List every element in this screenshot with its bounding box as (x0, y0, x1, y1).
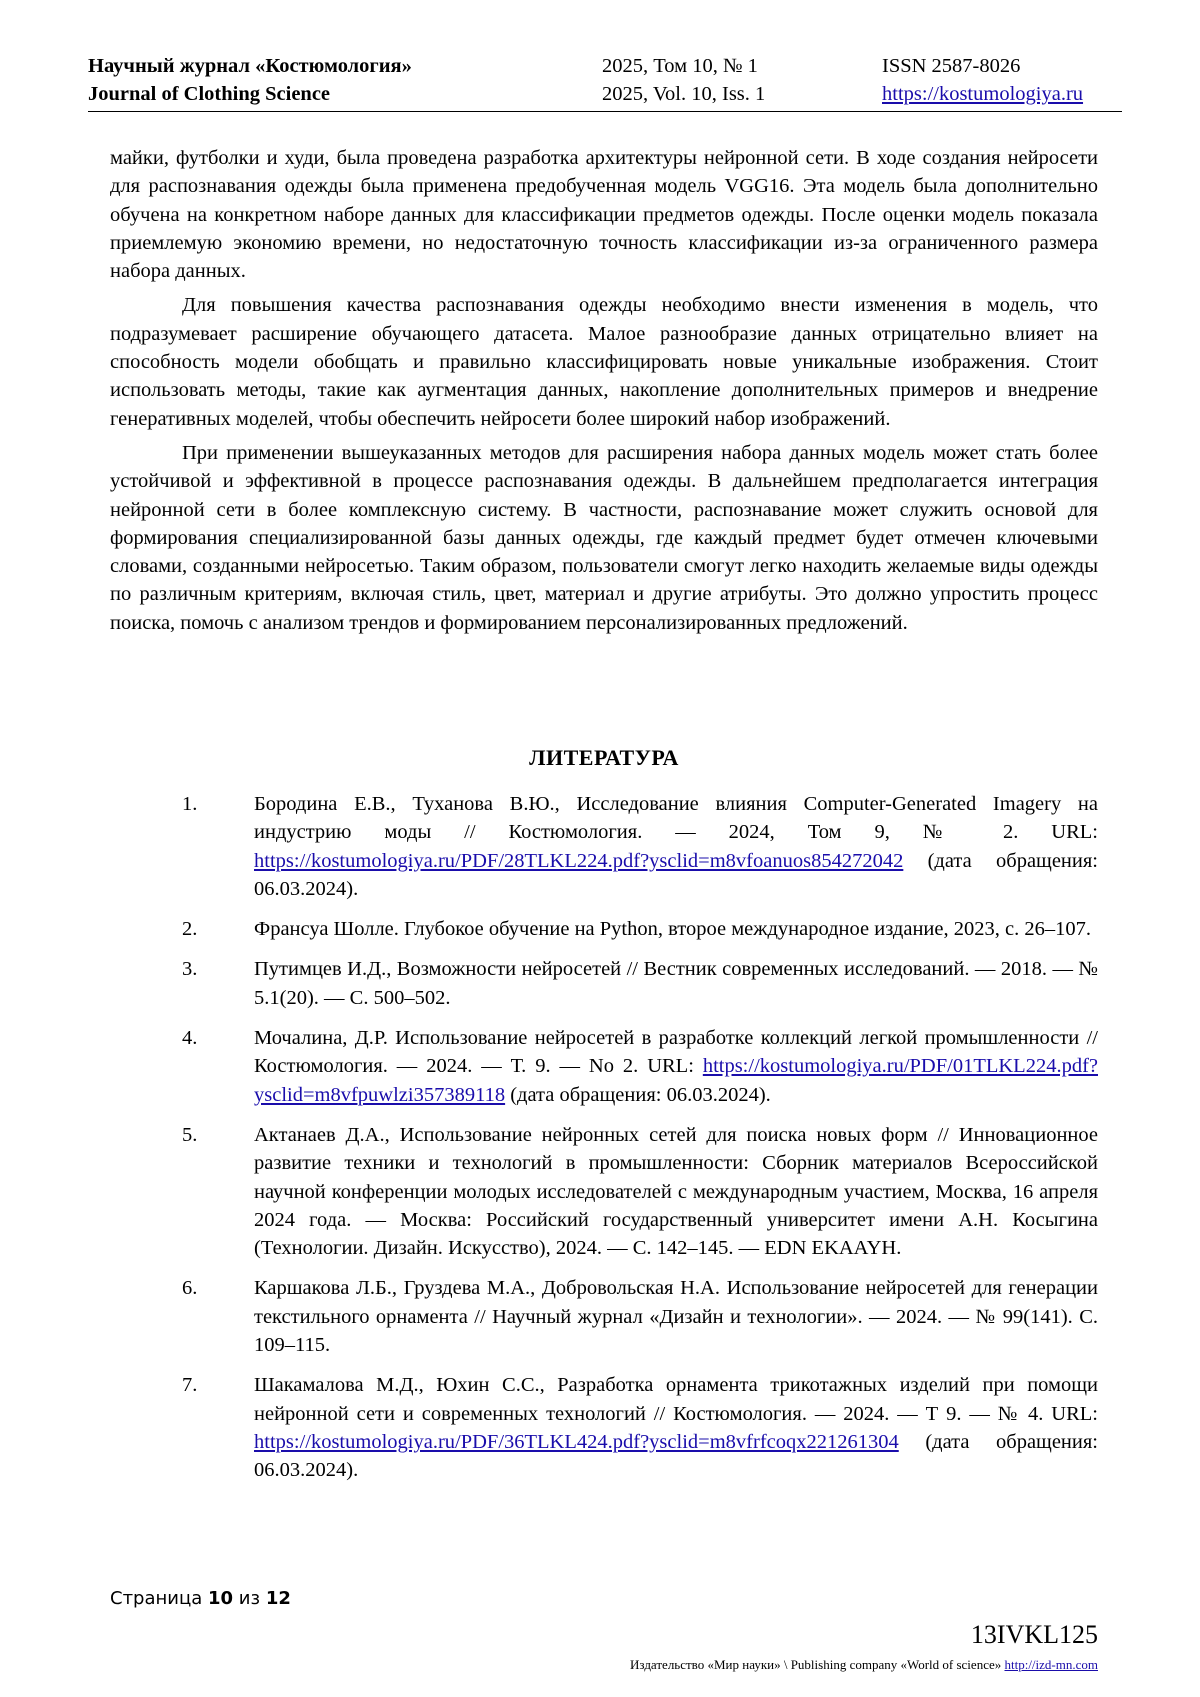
reference-text: Франсуа Шолле. Глубокое обучение на Python, второе международное издание, 2023, с. 26–107. (254, 918, 1091, 941)
journal-title-ru: Научный журнал «Костюмология» (88, 55, 412, 77)
reference-text: Мочалина, Д.Р. Использование нейросетей в разработке коллекций легкой промышленности // Костюмология. — 2024. — Т. 9. — No 2. URL: (254, 1027, 1098, 1078)
paragraph-1: майки, футболки и худи, была проведена разработка архитектуры нейронной сети. В ходе создания нейросети для распознавания одежды была применена предобученная модель VGG16. Эта модель была дополнительно обучена на конкретном наборе данных для классификации предметов одежды. После оценки модель показала приемлемую экономию времени, но недостаточную точность классификации из-за ограниченного размера набора данных. (110, 147, 1098, 283)
reference-text: Путимцев И.Д., Возможности нейросетей // Вестник современных исследований. — 2018. — № 5.1(20). — С. 500–502. (254, 958, 1098, 1009)
journal-title-block (88, 52, 412, 108)
issue-ru: 2025, Том 10, № 1 (602, 55, 758, 77)
reference-item (110, 1274, 1098, 1359)
reference-item (110, 790, 1098, 903)
publisher-text: Издательство «Мир науки» \ Publishing company «World of science» (630, 1657, 1002, 1672)
reference-number: 1. (182, 793, 198, 815)
reference-number: 6. (182, 1277, 198, 1300)
issn: ISSN 2587-8026 (882, 55, 1021, 77)
reference-text: Каршакова Л.Б., Груздева М.А., Добровольская Н.А. Использование нейросетей для генерации текстильного орнамента // Научный журнал «Дизайн и технологии». — 2024. — № 99(141). С. 109–115. (254, 1277, 1098, 1357)
page-number (110, 1588, 291, 1609)
reference-access-date: (дата обращения: 06.03.2024). (505, 1083, 771, 1106)
issue-en: 2025, Vol. 10, Iss. 1 (602, 83, 766, 105)
reference-item (110, 915, 1098, 943)
reference-text: Шакамалова М.Д., Юхин С.С., Разработка орнамента трикотажных изделий при помощи нейронной сети и современных технологий // Костюмология. — 2024. — Т 9. — № 4. URL: (254, 1374, 1098, 1425)
literature-heading: ЛИТЕРАТУРА (529, 745, 679, 770)
reference-item (110, 1121, 1098, 1262)
publisher-line (630, 1657, 1098, 1673)
reference-link[interactable]: https://kostumologiya.ru/PDF/28TLKL224.pdf?ysclid=m8vfoanuos854272042 (254, 849, 904, 872)
paragraph-2: Для повышения качества распознавания одежды необходимо внести изменения в модель, что подразумевает расширение обучающего датасета. Малое разнообразие данных отрицательно влияет на способность модели обобщать и правильно классифицировать новые уникальные изображения. Стоит использовать методы, такие как аугментация данных, накопление дополнительных примеров и внедрение генеративных моделей, чтобы обеспечить нейросети более широкий набор изображений. (110, 294, 1098, 430)
article-body (110, 144, 1098, 643)
reference-link[interactable]: https://kostumologiya.ru/PDF/36TLKL424.pdf?ysclid=m8vfrfcoqx221261304 (254, 1430, 899, 1453)
journal-header (88, 52, 1122, 114)
reference-number: 5. (182, 1123, 198, 1146)
paragraph-3: При применении вышеуказанных методов для расширения набора данных модель может стать более устойчивой и эффективной в процессе распознавания одежды. В дальнейшем предполагается интеграция нейронной сети в более комплексную систему. В частности, распознавание может служить основой для формирования специализированной базы данных одежды, где каждый предмет будет отмечен ключевыми словами, созданными нейросетью. Таким образом, пользователи смогут легко находить желаемые виды одежды по различным критериям, включая стиль, цвет, материал и другие атрибуты. Это должно упростить процесс поиска, помочь с анализом трендов и формированием персонализированных предложений. (110, 441, 1098, 634)
issn-block (882, 52, 1083, 108)
article-code: 13IVKL125 (970, 1620, 1098, 1649)
reference-text: Бородина Е.В., Туханова В.Ю., Исследование влияния Computer-Generated Imagery на индустрию моды // Костюмология. — 2024, Том 9, № 2. URL: (254, 793, 1098, 844)
journal-title-en: Journal of Clothing Science (88, 83, 331, 105)
page-total: 12 (265, 1588, 291, 1609)
page-prefix: Страница (110, 1588, 203, 1609)
reference-number: 7. (182, 1374, 198, 1397)
reference-number: 2. (182, 918, 198, 941)
reference-link[interactable]: https://kostumologiya.ru/PDF/01TLKL224.pdf?ysclid=m8vfpuwlzi357389118 (254, 1055, 1098, 1106)
reference-access-date: (дата обращения: 06.03.2024). (254, 1430, 1098, 1482)
reference-item (110, 1024, 1098, 1109)
page-separator: из (238, 1588, 261, 1609)
reference-number: 4. (182, 1027, 198, 1050)
publisher-link[interactable]: http://izd-mn.com (1004, 1657, 1098, 1672)
header-divider (88, 111, 1122, 112)
reference-text: Актанаев Д.А., Использование нейронных сетей для поиска новых форм // Инновационное развитие техники и технологий в промышленности: Сборник материалов Всероссийской научной конференции молодых исследователей с международным участием, Москва, 16 апреля 2024 года. — Москва: Российский государственный университет имени А.Н. Косыгина (Технологии. Дизайн. Искусство), 2024. — С. 142–145. — EDN EKAAYH. (254, 1123, 1098, 1260)
reference-access-date: (дата обращения: 06.03.2024). (254, 849, 1098, 900)
page-current: 10 (208, 1588, 234, 1609)
reference-number: 3. (182, 958, 198, 981)
issue-block (602, 52, 765, 108)
journal-site-link[interactable]: https://kostumologiya.ru (882, 83, 1084, 105)
reference-item (110, 955, 1098, 1012)
reference-list (110, 790, 1098, 1497)
reference-item (110, 1371, 1098, 1484)
